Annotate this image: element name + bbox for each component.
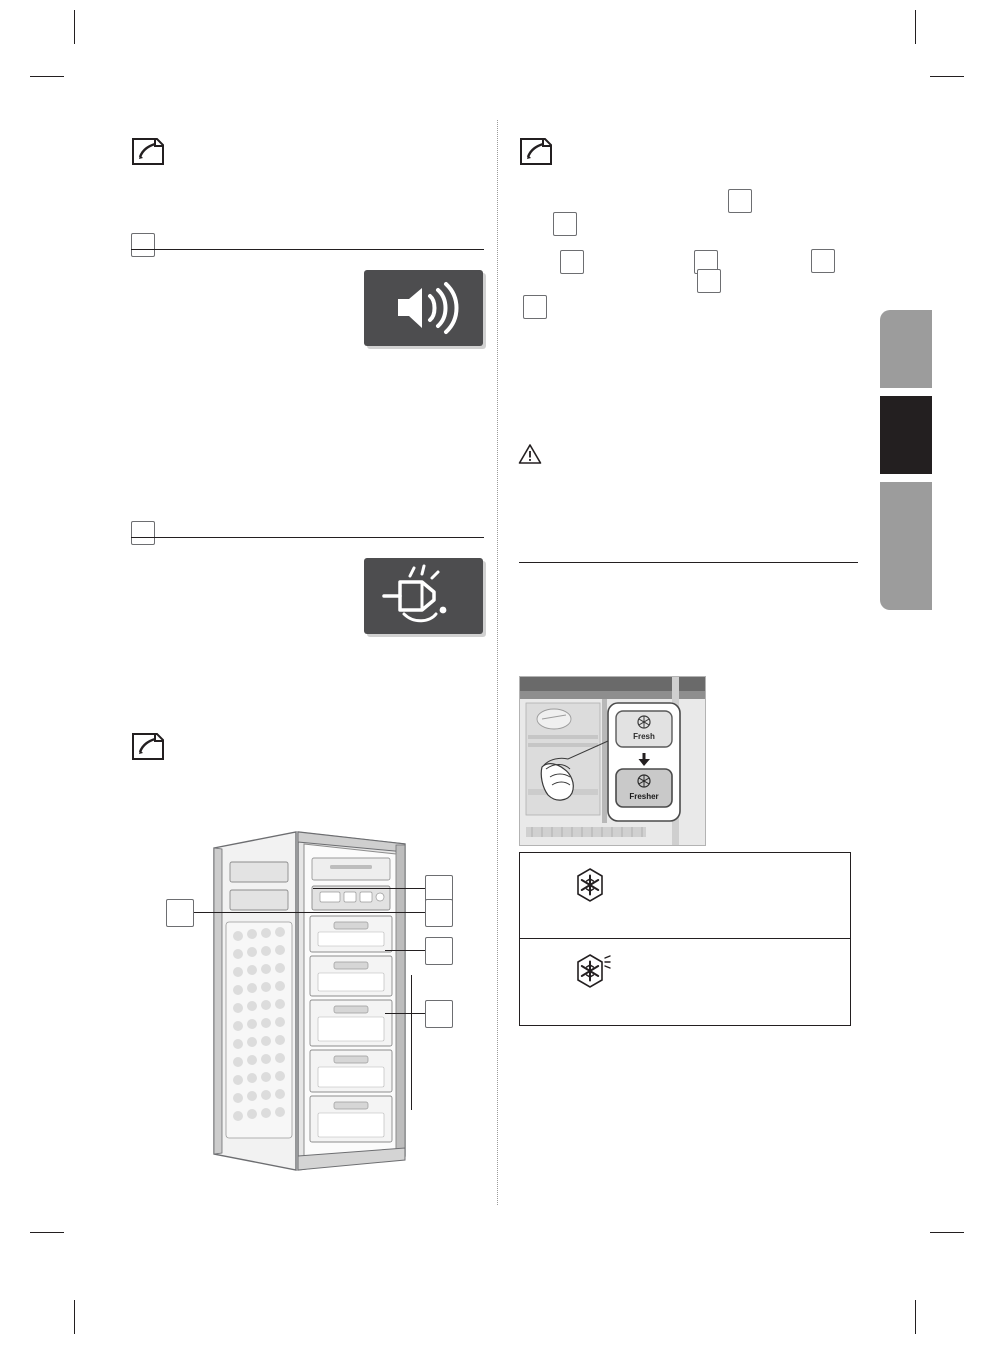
figure-callout-3 [425, 937, 453, 965]
inline-callout-r6 [697, 269, 721, 293]
crop-mark-bottom-right-v [915, 1300, 916, 1334]
crop-mark-right-top-h [930, 76, 964, 77]
snowflake-icon [572, 867, 608, 903]
crop-mark-left-bottom-h [30, 1232, 64, 1233]
crop-mark-left-top-h [30, 76, 64, 77]
crop-mark-bottom-left-v [74, 1300, 75, 1334]
crop-mark-right-bottom-h [930, 1232, 964, 1233]
section-rule-right-1 [519, 562, 858, 563]
inline-callout-r1 [728, 189, 752, 213]
note-icon [131, 137, 165, 167]
section-tab-bar [880, 310, 932, 610]
leader-line-1 [313, 888, 425, 889]
inline-callout-r7 [523, 295, 547, 319]
freezer-illustration [200, 818, 415, 1188]
note-icon [519, 137, 553, 167]
leader-line-5 [192, 912, 332, 913]
power-plug-light-icon [364, 558, 483, 634]
figure-callout-4 [425, 1000, 453, 1028]
leader-line-3 [385, 950, 425, 951]
section-rule-left-2 [131, 537, 484, 538]
note-icon [131, 732, 165, 762]
inline-callout-r3 [560, 250, 584, 274]
figure-callout-2 [425, 899, 453, 927]
feature-tile-sound [364, 270, 483, 346]
tab-segment-3 [880, 482, 932, 610]
snowflake-table [519, 852, 851, 1026]
inline-callout-r2 [553, 212, 577, 236]
tab-gap-2 [880, 474, 932, 482]
section-rule-left-1 [131, 249, 484, 250]
table-row [520, 939, 850, 1024]
speaker-sound-icon [364, 270, 483, 346]
fresh-button-label: Fresh [633, 732, 655, 741]
crop-mark-top-left-v [74, 10, 75, 44]
leader-line-4-vertical [411, 975, 412, 1110]
crop-mark-top-right-v [915, 10, 916, 44]
table-row [520, 853, 850, 939]
leader-line-4 [385, 1013, 425, 1014]
tab-gap-1 [880, 388, 932, 396]
fresher-button-label: Fresher [629, 792, 659, 801]
callout-square-left-2 [131, 521, 155, 545]
snowflake-blink-icon [572, 953, 608, 989]
figure-callout-5 [166, 899, 194, 927]
column-divider [497, 120, 498, 1205]
inline-callout-r5 [811, 249, 835, 273]
callout-square-left-1 [131, 233, 155, 257]
tab-segment-active [880, 396, 932, 474]
control-panel-photo [519, 676, 706, 846]
tab-segment-1 [880, 310, 932, 388]
feature-tile-power [364, 558, 483, 634]
warning-triangle-icon [518, 443, 542, 465]
